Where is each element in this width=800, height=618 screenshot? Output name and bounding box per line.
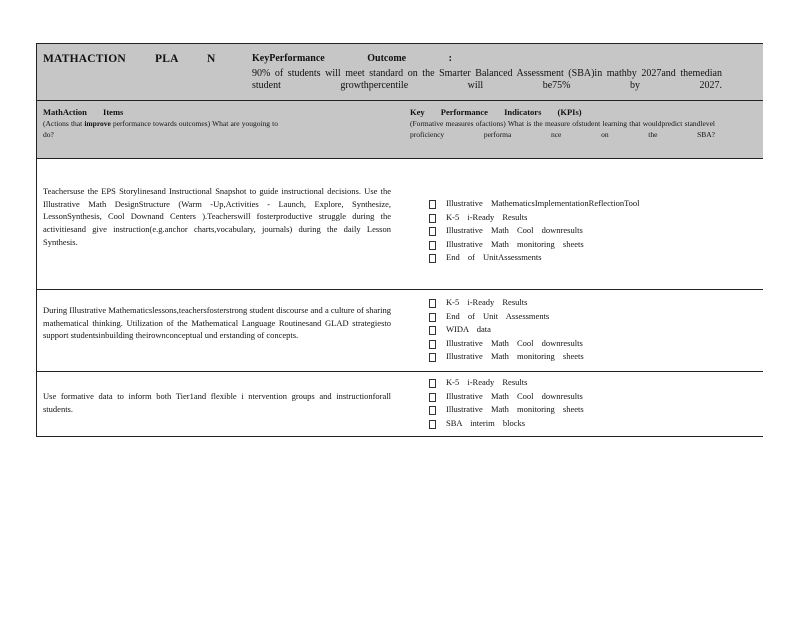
kpi-list	[429, 296, 584, 364]
kpi-item: Illustrative Math Cool downresults	[429, 224, 640, 238]
action-items-desc-pre: (Actions that	[43, 119, 85, 128]
kpi-description: (Formative measures ofactions) What is the measure ofstudent learning that wouldpredict standlevel proficiency performa nce on the SBA?	[410, 119, 715, 139]
kpi-header	[410, 107, 715, 140]
kpi-list	[429, 197, 640, 265]
kpi-item: Illustrative Math Cool downresults	[429, 390, 584, 404]
kpi-item: Illustrative MathematicsImplementationReflectionTool	[429, 197, 640, 211]
action-items-title: MathAction Items	[43, 107, 124, 117]
column-headers	[37, 101, 763, 159]
action-item-text: Teachersuse the EPS Storylinesand Instructional Snapshot to guide instructional decisions. Use the Illustrative Math DesignStructure (Warm -Up,Activities - Launch, Explore, Synthesize, LessonSynthesis, Cool Downand Centers ).Teacherswill fosterproductive struggle during the activitiesand give instruction(e.g.anchor charts,vocabulary, journals) during the daily Lesson Synthesis.	[43, 186, 391, 247]
table-row	[37, 290, 763, 372]
action-item-text: During Illustrative Mathematicslessons,teachersfosterstrong student discourse and a culture of sharing mathematical thinking. Utilization of the Mathematical Language Routinesand GLAD strategiesto support studentsinbuilding theirownconceptual und erstanding of concepts.	[43, 305, 391, 341]
key-performance-outcome-text: 90% of students will meet standard on the Smarter Balanced Assessment (SBA)in mathby 2027and themedian student growthpercentile will be75% by 2027.	[252, 68, 722, 91]
action-plan-table	[36, 43, 763, 437]
key-performance-outcome-label: KeyPerformance Outcome :	[252, 53, 452, 64]
action-items-desc-bold: improve	[84, 119, 111, 128]
action-item-text: Use formative data to inform both Tier1and flexible i ntervention groups and instructionforall students.	[43, 391, 391, 414]
kpi-item: K-5 i-Ready Results	[429, 376, 584, 390]
kpi-item: End of Unit Assessments	[429, 310, 584, 324]
kpi-item: Illustrative Math monitoring sheets	[429, 403, 584, 417]
action-items-desc-post: performance towards outcomes) What are yougoing to do?	[43, 119, 279, 139]
action-items-description	[43, 118, 278, 140]
plan-title: MATHACTION PLA N	[43, 53, 216, 65]
kpi-item: Illustrative Math monitoring sheets	[429, 238, 640, 252]
kpi-item: K-5 i-Ready Results	[429, 296, 584, 310]
table-row	[37, 372, 763, 437]
action-items-header	[43, 107, 278, 140]
kpi-item: WIDA data	[429, 323, 584, 337]
kpi-item: SBA interim blocks	[429, 417, 584, 431]
kpi-title: Key Performance Indicators (KPIs)	[410, 107, 582, 117]
plan-header	[37, 44, 763, 101]
table-row	[37, 159, 763, 290]
kpi-item: End of UnitAssessments	[429, 251, 640, 265]
kpi-item: K-5 i-Ready Results	[429, 211, 640, 225]
kpi-item: Illustrative Math Cool downresults	[429, 337, 584, 351]
kpi-item: Illustrative Math monitoring sheets	[429, 350, 584, 364]
kpi-list	[429, 376, 584, 430]
